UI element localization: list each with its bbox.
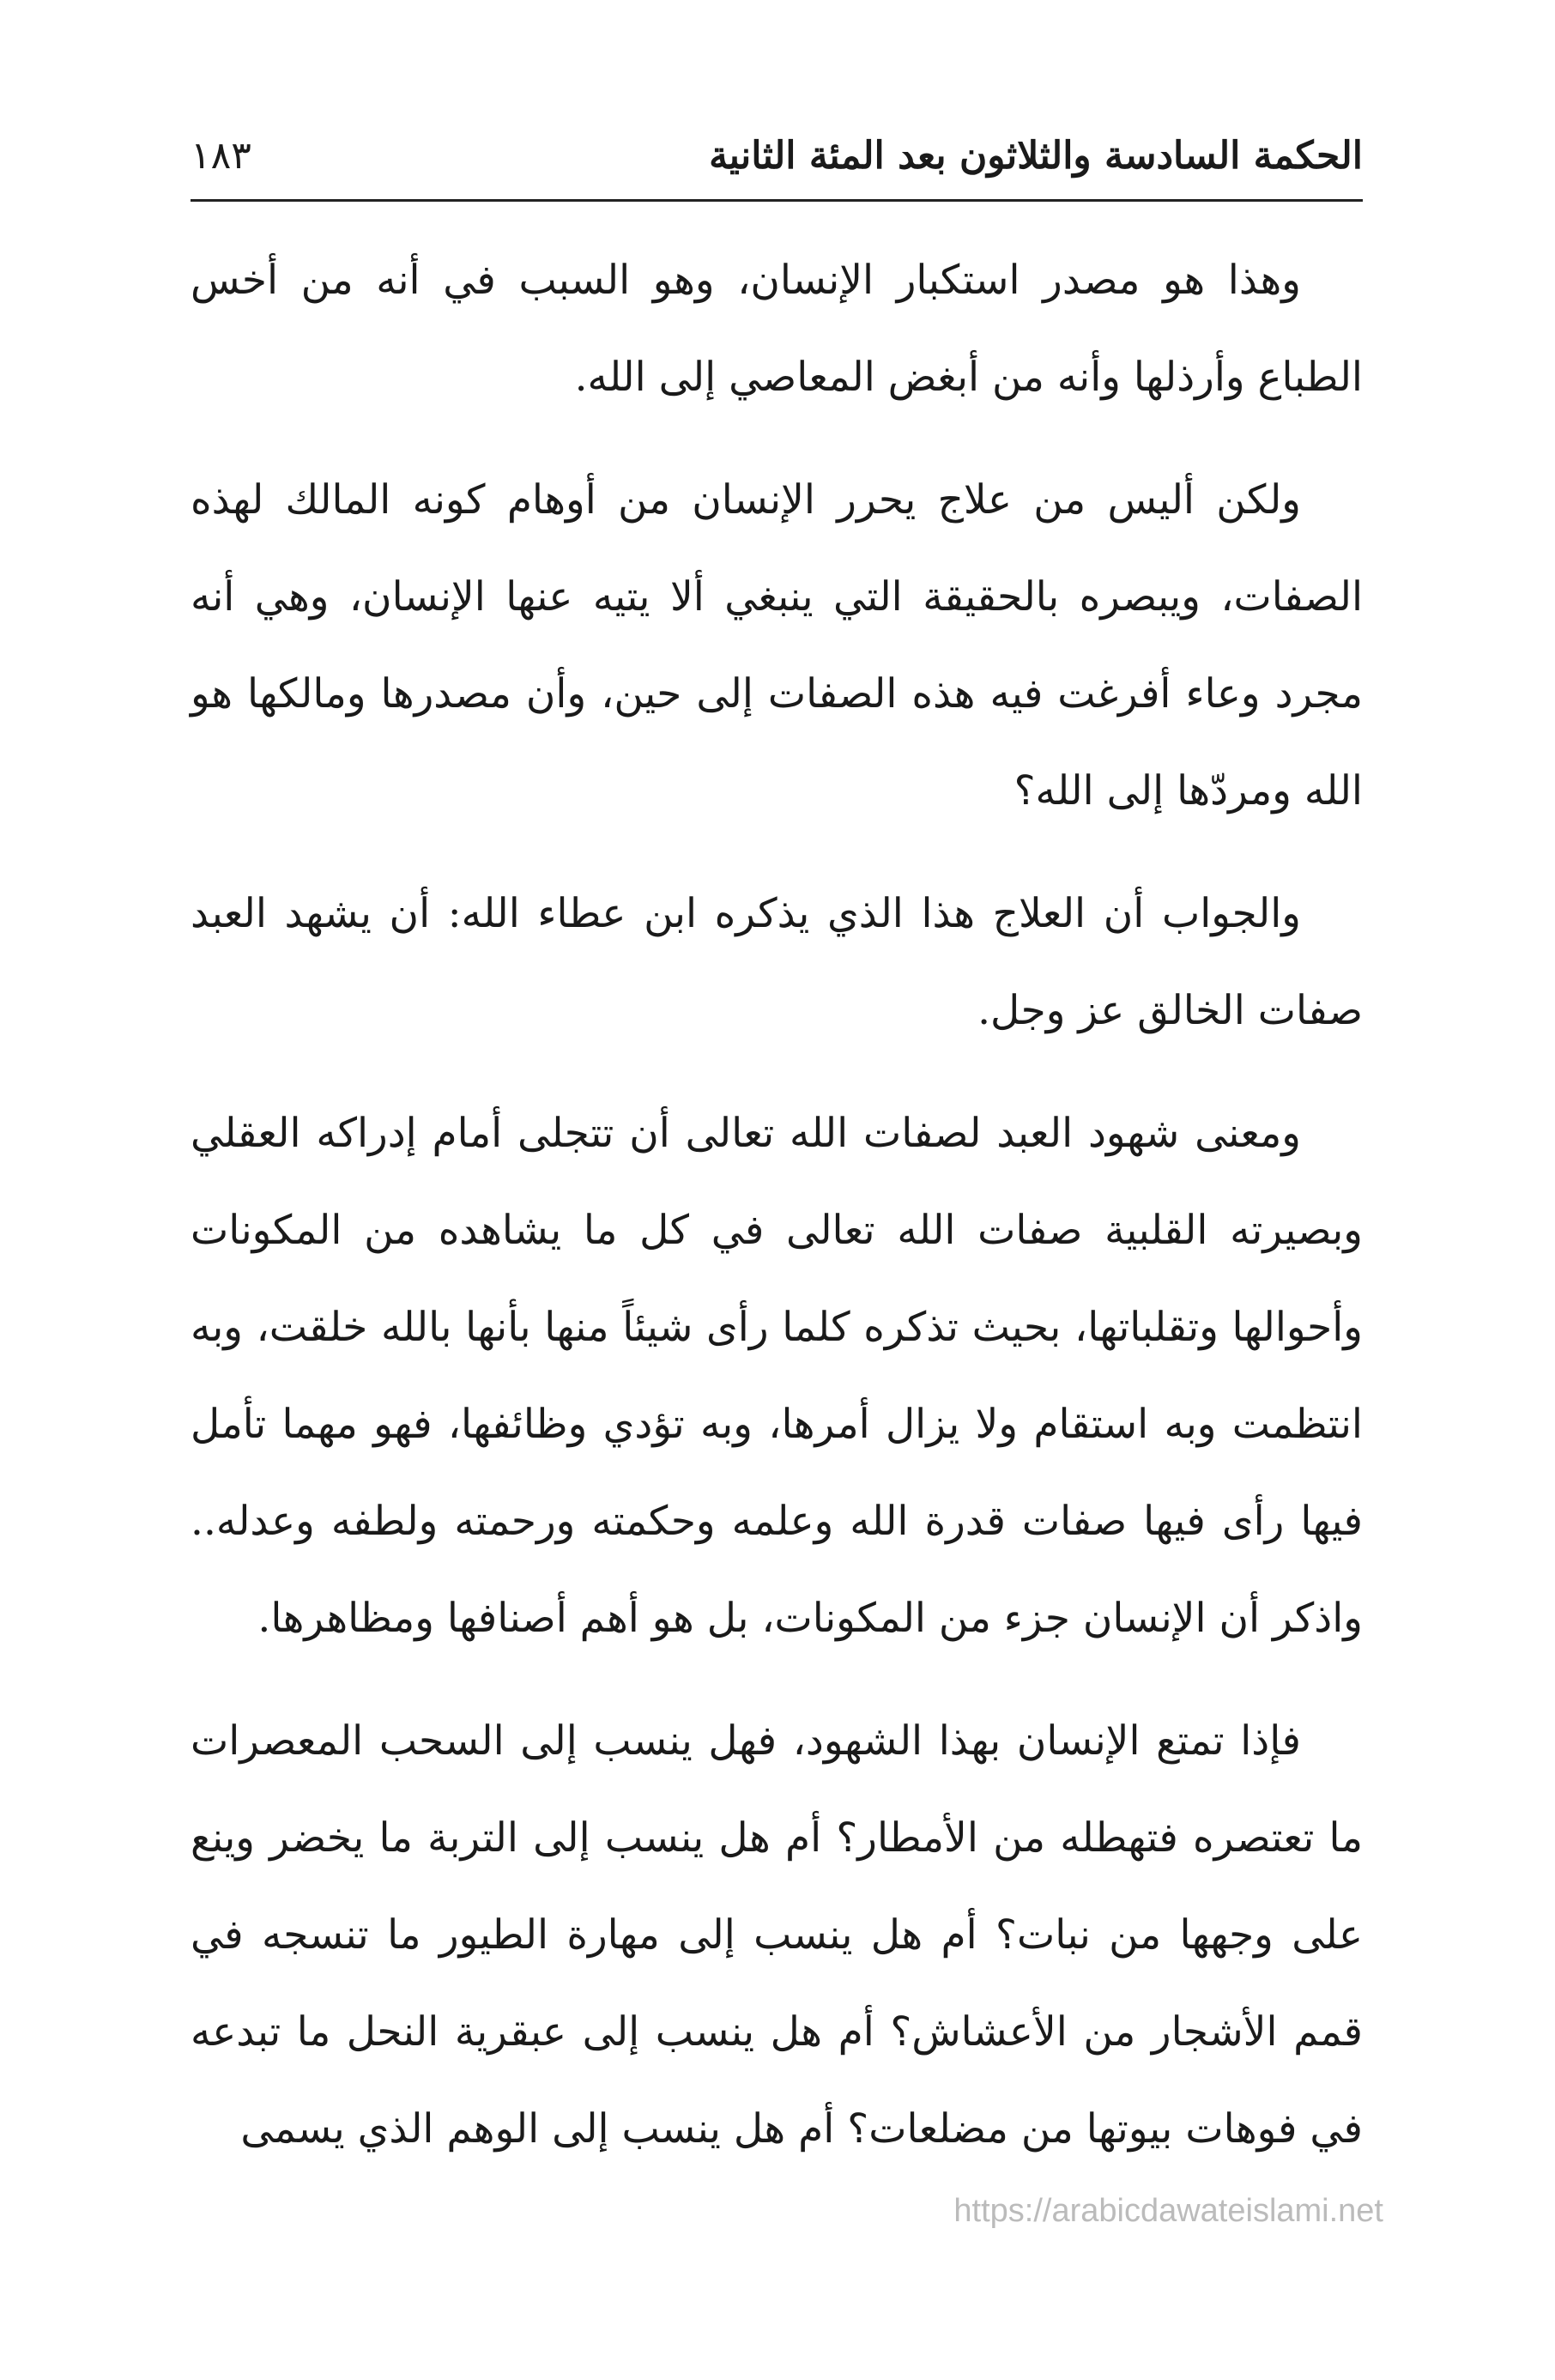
paragraph-3: والجواب أن العلاج هذا الذي يذكره ابن عطاء الله: أن يشهد العبد صفات الخالق عز وجل. <box>191 890 1363 1034</box>
body-text <box>191 232 1363 2203</box>
page-number: ١٨٣ <box>191 134 251 178</box>
running-header <box>191 129 1363 189</box>
header-rule <box>191 199 1363 202</box>
chapter-title: الحكمة السادسة والثلاثون بعد المئة الثانية <box>709 134 1363 178</box>
paragraph-2: ولكن أليس من علاج يحرر الإنسان من أوهام كونه المالك لهذه الصفات، ويبصره بالحقيقة التي ينبغي ألا يتيه عنها الإنسان، وهي أنه مجرد وعاء أفرغت فيه هذه الصفات إلى حين، وأن مصدرها ومالكها هو الله ومردّها إلى الله؟ <box>191 476 1363 815</box>
paragraph-1: وهذا هو مصدر استكبار الإنسان، وهو السبب في أنه من أخس الطباع وأرذلها وأنه من أبغض المعاصي إلى الله. <box>191 257 1363 401</box>
paragraph-5: فإذا تمتع الإنسان بهذا الشهود، فهل ينسب إلى السحب المعصرات ما تعتصره فتهطله من الأمطار؟ أم هل ينسب إلى التربة ما يخضر وينع على وجهها من نبات؟ أم هل ينسب إلى مهارة الطيور ما تنسجه في قمم الأشجار من الأعشاش؟ أم هل ينسب إلى عبقرية النحل ما تبدعه في فوهات بيوتها من مضلعات؟ أم هل ينسب إلى الوهم الذي يسمى <box>191 1717 1363 2153</box>
watermark-url: https://arabicdawateislami.net <box>953 2193 1383 2229</box>
paragraph-4: ومعنى شهود العبد لصفات الله تعالى أن تتجلى أمام إدراكه العقلي وبصيرته القلبية صفات الله تعالى في كل ما يشاهده من المكونات وأحوالها وتقلباتها، بحيث تذكره كلما رأى شيئاً منها بأنها بالله خلقت، وبه انتظمت وبه استقام ولا يزال أمرها، وبه تؤدي وظائفها، فهو مهما تأمل فيها رأى فيها صفات قدرة الله وعلمه وحكمته ورحمته ولطفه وعدله.. واذكر أن الإنسان جزء من المكونات، بل هو أهم أصنافها ومظاهرها. <box>191 1110 1363 1642</box>
